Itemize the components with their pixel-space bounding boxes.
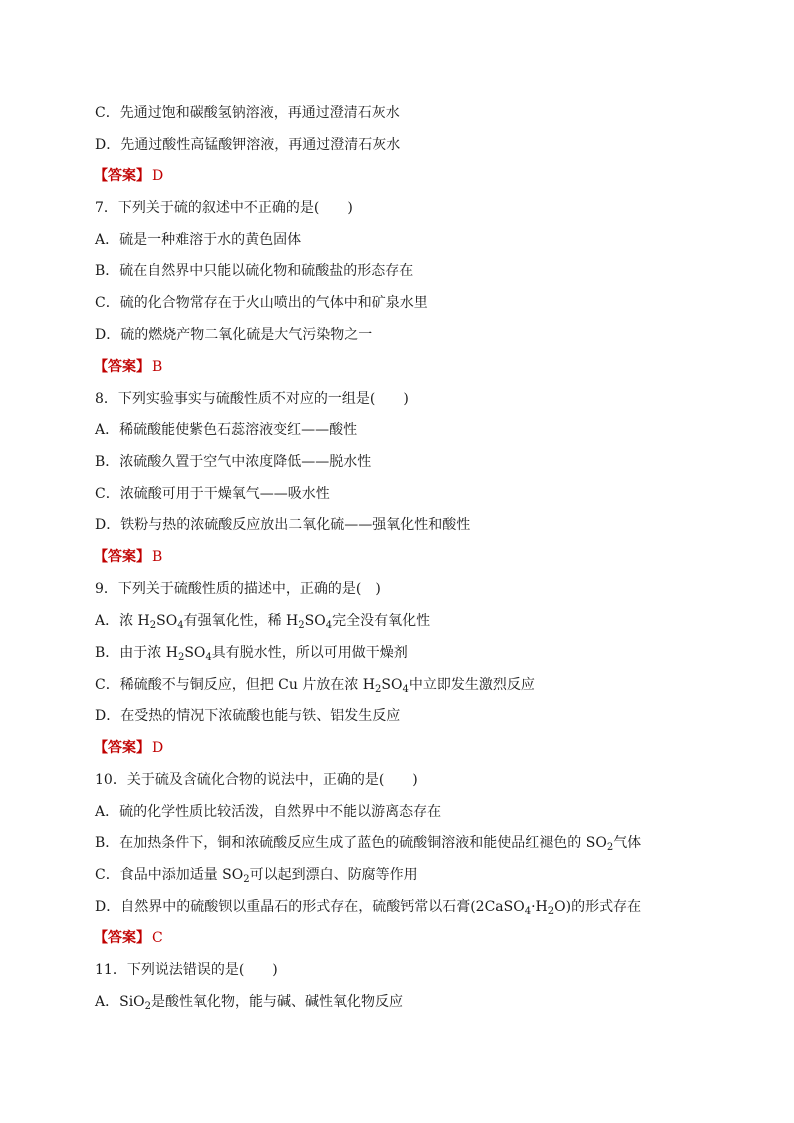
q7-stem: 7．下列关于硫的叙述中不正确的是( ): [95, 200, 353, 216]
q8-option-a: A．稀硫酸能使紫色石蕊溶液变红——酸性: [95, 422, 358, 438]
answer-label: 【答案】: [94, 168, 150, 184]
q10-answer: [94, 929, 163, 947]
q9-option-b: B．由于浓 $H_2SO_4$具有脱水性，所以可用做干燥剂: [95, 645, 408, 663]
answer-value: B: [152, 359, 163, 375]
q10-option-b: B．在加热条件下，铜和浓硫酸反应生成了蓝色的硫酸铜溶液和能使品红褪色的 $SO_2$气体: [95, 835, 642, 853]
q7-option-b: B．硫在自然界中只能以硫化物和硫酸盐的形态存在: [95, 263, 414, 279]
answer-label: 【答案】: [94, 740, 150, 756]
q6-option-c: C．先通过饱和碳酸氢钠溶液，再通过澄清石灰水: [95, 105, 400, 121]
q11-option-a: A．SiO$_2$是酸性氧化物，能与碱、碱性氧化物反应: [95, 994, 404, 1012]
q9-stem: 9．下列关于硫酸性质的描述中，正确的是( ): [95, 581, 381, 597]
q10-option-a: A．硫的化学性质比较活泼，自然界中不能以游离态存在: [95, 804, 442, 820]
q9-answer: [94, 739, 163, 757]
answer-label: 【答案】: [94, 930, 150, 946]
q8-answer: [94, 548, 162, 566]
answer-value: D: [152, 168, 164, 184]
q11-stem: 11．下列说法错误的是( ): [95, 962, 278, 978]
q9-option-c: C．稀硫酸不与铜反应，但把 Cu 片放在浓 $H_2SO_4$中立即发生激烈反应: [95, 677, 535, 695]
q7-answer: [94, 358, 162, 376]
q7-option-a: A．硫是一种难溶于水的黄色固体: [95, 232, 302, 248]
q10-option-d: D．自然界中的硫酸钡以重晶石的形式存在，硫酸钙常以石膏$(2CaSO_4\cdot H_2O)$的形式存在: [95, 899, 642, 917]
answer-value: B: [152, 549, 163, 565]
q7-option-c: C．硫的化合物常存在于火山喷出的气体中和矿泉水里: [95, 295, 428, 311]
q7-option-d: D．硫的燃烧产物二氧化硫是大气污染物之一: [95, 327, 373, 343]
q10-option-c: C．食品中添加适量 $SO_2$可以起到漂白、防腐等作用: [95, 867, 418, 885]
q8-option-c: C．浓硫酸可用于干燥氧气——吸水性: [95, 486, 330, 502]
answer-value: C: [152, 930, 163, 946]
answer-label: 【答案】: [94, 549, 150, 565]
q6-answer: [94, 167, 163, 185]
answer-label: 【答案】: [94, 359, 150, 375]
q8-option-b: B．浓硫酸久置于空气中浓度降低——脱水性: [95, 454, 372, 470]
q6-option-d: D．先通过酸性高锰酸钾溶液，再通过澄清石灰水: [95, 137, 401, 153]
answer-value: D: [152, 740, 164, 756]
q8-option-d: D．铁粉与热的浓硫酸反应放出二氧化硫——强氧化性和酸性: [95, 517, 471, 533]
q9-option-d: D．在受热的情况下浓硫酸也能与铁、铝发生反应: [95, 708, 401, 724]
q8-stem: 8．下列实验事实与硫酸性质不对应的一组是( ): [95, 391, 409, 407]
q9-option-a: A．浓 $H_2SO_4$有强氧化性，稀 $H_2SO_4$完全没有氧化性: [95, 613, 431, 631]
q10-stem: 10．关于硫及含硫化合物的说法中，正确的是( ): [95, 772, 418, 788]
